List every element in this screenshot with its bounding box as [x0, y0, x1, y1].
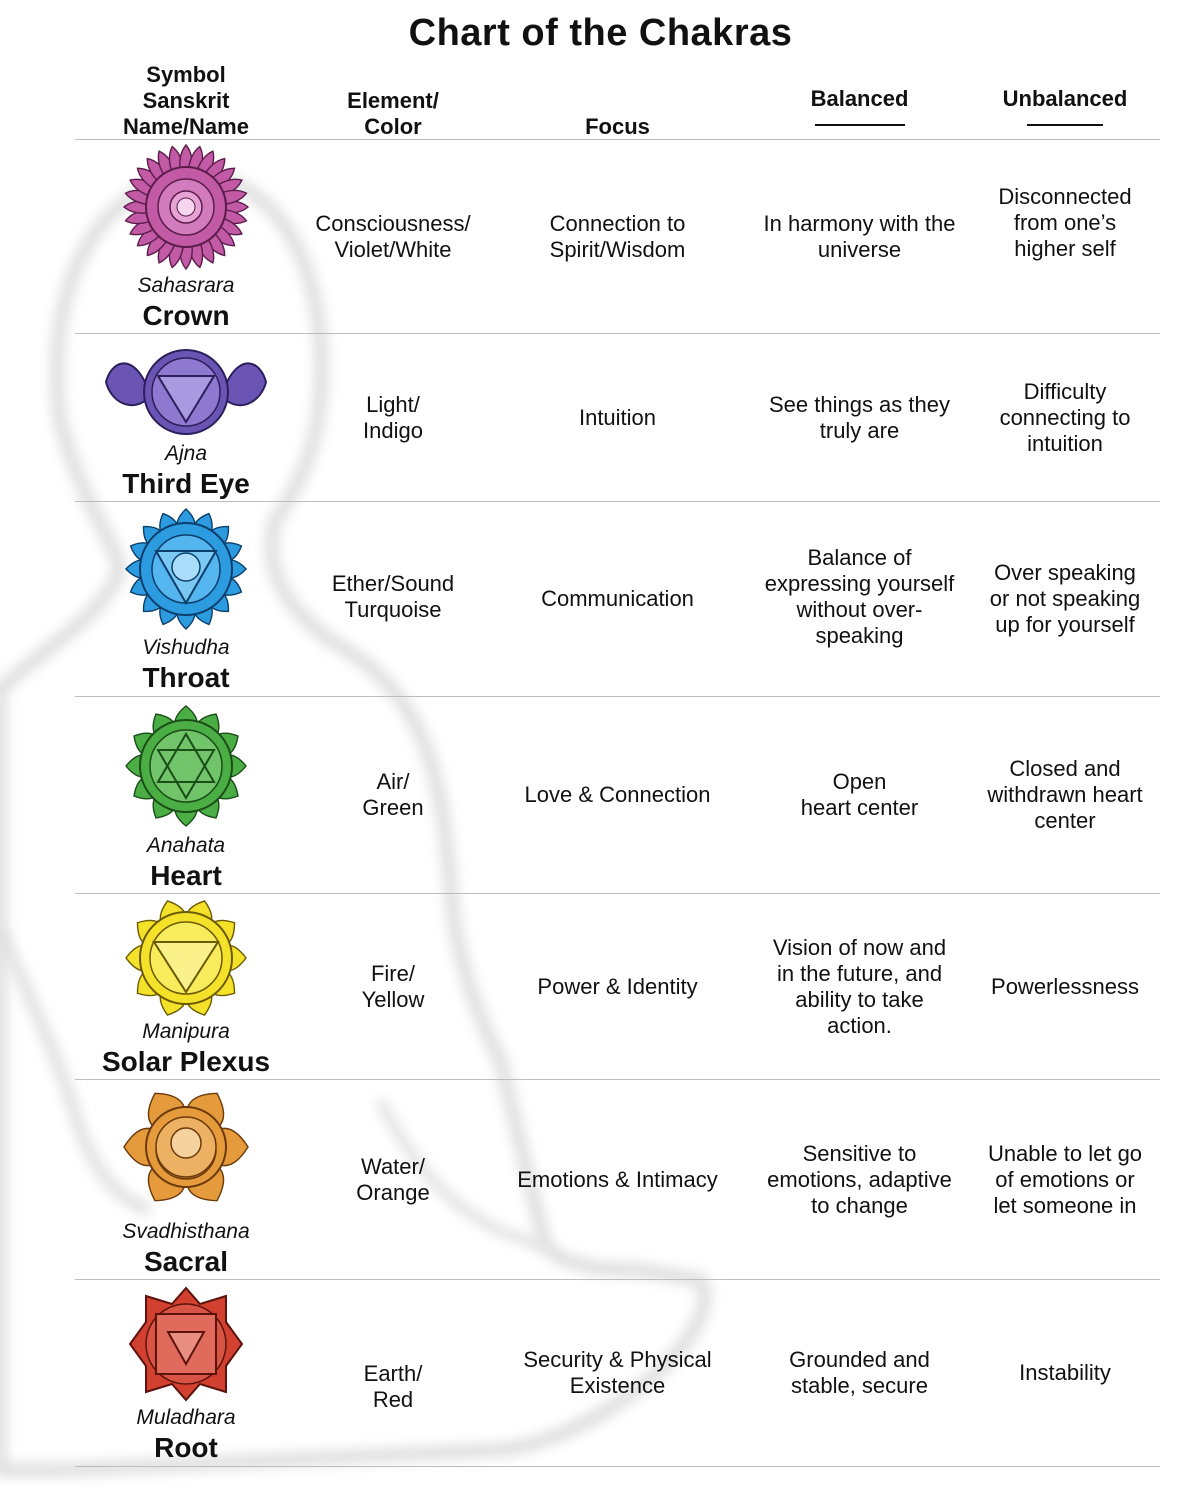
focus-text: Spirit/Wisdom	[549, 236, 686, 262]
focus-text: Security & Physical	[523, 1347, 712, 1372]
element-cell	[300, 140, 486, 333]
unbalanced-cell	[975, 1080, 1155, 1279]
header-balanced-underline	[815, 112, 905, 126]
chakra-row-throat	[75, 502, 1160, 696]
balanced-text: expressing yourself	[764, 571, 955, 596]
header-balanced	[752, 86, 967, 142]
throat-icon	[100, 506, 272, 632]
symbol-cell	[100, 697, 272, 893]
unbalanced-text: let someone in	[993, 1192, 1137, 1218]
header-symbol-line2: Sanskrit	[142, 88, 230, 113]
unbalanced-cell	[975, 697, 1155, 893]
symbol-cell	[100, 502, 272, 696]
balanced-text: universe	[817, 236, 902, 262]
balanced-cell	[752, 500, 967, 694]
balanced-cell	[752, 140, 967, 333]
element-cell	[300, 334, 486, 501]
header-element-line1: Element/	[347, 88, 439, 113]
unbalanced-cell	[975, 894, 1155, 1079]
unbalanced-text: higher self	[1014, 235, 1116, 261]
focus-text: Emotions & Intimacy	[517, 1166, 718, 1192]
unbalanced-text: connecting to	[999, 404, 1131, 430]
unbalanced-text: Instability	[1019, 1360, 1111, 1385]
unbalanced-cell	[975, 126, 1155, 319]
unbalanced-text: Closed and	[1009, 756, 1121, 781]
sanskrit-name: Manipura	[142, 1020, 230, 1043]
solar-plexus-icon	[100, 896, 272, 1020]
focus-cell	[510, 1280, 725, 1466]
element-text: Green	[362, 795, 424, 820]
sanskrit-name: Anahata	[146, 834, 226, 857]
unbalanced-text: withdrawn heart	[987, 782, 1143, 807]
balanced-text: speaking	[815, 623, 904, 648]
unbalanced-text: Powerlessness	[991, 973, 1139, 999]
unbalanced-text: up for yourself	[995, 612, 1135, 637]
balanced-text: stable, secure	[791, 1373, 928, 1398]
balanced-text: heart center	[800, 795, 919, 820]
element-text: Water/	[361, 1153, 425, 1179]
english-name: Solar Plexus	[101, 1046, 271, 1077]
unbalanced-text: Disconnected	[998, 183, 1132, 209]
balanced-cell	[752, 334, 967, 501]
balanced-cell	[752, 894, 967, 1079]
element-text: Turquoise	[344, 597, 442, 622]
unbalanced-text: Difficulty	[1023, 378, 1107, 404]
unbalanced-text: Over speaking	[994, 560, 1136, 585]
element-cell	[300, 697, 486, 893]
divider	[75, 1466, 1160, 1467]
header-unbalanced-underline	[1027, 112, 1103, 126]
english-name: Sacral	[143, 1246, 229, 1277]
unbalanced-text: from one’s	[1013, 209, 1117, 235]
balanced-cell	[752, 1280, 967, 1466]
symbol-cell	[100, 894, 272, 1079]
element-cell	[300, 500, 486, 694]
header-symbol-line1: Symbol	[146, 62, 226, 87]
balanced-text: Vision of now and	[772, 934, 947, 960]
english-name: Heart	[150, 860, 222, 891]
element-cell	[300, 1080, 486, 1279]
header-unbalanced-label: Unbalanced	[1002, 86, 1128, 111]
chakra-row-root	[75, 1280, 1160, 1466]
unbalanced-cell	[975, 1280, 1155, 1466]
chakra-row-sacral	[75, 1080, 1160, 1279]
symbol-cell	[100, 1080, 272, 1279]
balanced-text: in the future, and	[776, 960, 943, 986]
balanced-text: ability to take	[795, 986, 924, 1012]
unbalanced-text: Unable to let go	[987, 1140, 1143, 1166]
chakra-row-heart	[75, 697, 1160, 893]
element-cell	[300, 1294, 486, 1480]
balanced-text: Grounded and	[789, 1347, 930, 1372]
balanced-text: emotions, adaptive	[767, 1166, 952, 1192]
focus-cell	[510, 502, 725, 696]
chakra-row-crown	[75, 140, 1160, 333]
element-text: Light/	[366, 391, 420, 417]
balanced-text: Open	[832, 769, 887, 794]
balanced-text: Balance of	[807, 545, 912, 570]
element-text: Orange	[356, 1179, 430, 1205]
balanced-text: truly are	[819, 417, 900, 443]
header-symbol-line3: Name/Name	[123, 114, 249, 139]
balanced-text: to change	[811, 1192, 908, 1218]
element-text: Fire/	[370, 960, 415, 986]
unbalanced-cell	[975, 502, 1155, 696]
third-eye-icon	[100, 342, 272, 442]
sanskrit-name: Ajna	[164, 442, 208, 465]
heart-icon	[100, 703, 272, 829]
balanced-text: without over-	[796, 597, 923, 622]
focus-cell	[510, 697, 725, 893]
balanced-cell	[752, 697, 967, 893]
focus-cell	[510, 140, 725, 333]
balanced-text: See things as they	[768, 391, 950, 417]
crown-lotus-icon	[100, 142, 272, 272]
focus-cell	[510, 1080, 725, 1279]
chakra-row-solar-plexus	[75, 894, 1160, 1079]
unbalanced-cell	[975, 334, 1155, 501]
english-name: Throat	[142, 662, 230, 693]
english-name: Crown	[142, 300, 230, 331]
balanced-cell	[752, 1080, 967, 1279]
symbol-cell	[100, 1280, 272, 1466]
element-text: Air/	[376, 769, 410, 794]
page-title: Chart of the Chakras	[408, 12, 793, 54]
balanced-text: action.	[827, 1012, 892, 1038]
element-text: Violet/White	[334, 236, 452, 262]
unbalanced-text: center	[1034, 808, 1096, 833]
header-balanced-label: Balanced	[810, 86, 909, 111]
root-icon	[100, 1284, 272, 1404]
chakra-row-third-eye	[75, 334, 1160, 501]
focus-text: Communication	[541, 586, 694, 611]
element-text: Yellow	[361, 986, 425, 1012]
focus-text: Intuition	[578, 404, 657, 430]
element-text: Red	[372, 1387, 414, 1412]
header-element	[300, 60, 486, 140]
element-cell	[300, 894, 486, 1079]
element-text: Indigo	[363, 417, 423, 443]
unbalanced-text: intuition	[1027, 430, 1103, 456]
sanskrit-name: Svadhisthana	[122, 1220, 250, 1243]
balanced-text: In harmony with the	[763, 210, 956, 236]
english-name: Root	[154, 1432, 218, 1463]
sanskrit-name: Muladhara	[136, 1406, 236, 1429]
sanskrit-name: Sahasrara	[137, 274, 235, 297]
focus-text: Love & Connection	[524, 782, 711, 807]
focus-text: Connection to	[549, 210, 686, 236]
unbalanced-text: or not speaking	[989, 586, 1141, 611]
header-element-line2: Color	[364, 114, 422, 139]
focus-cell	[510, 894, 725, 1079]
header-symbol	[100, 60, 272, 140]
element-text: Consciousness/	[315, 210, 471, 236]
symbol-cell	[100, 334, 272, 501]
focus-text: Power & Identity	[537, 973, 698, 999]
balanced-text: Sensitive to	[802, 1140, 917, 1166]
focus-text: Existence	[569, 1373, 666, 1398]
element-text: Ether/Sound	[331, 571, 455, 596]
english-name: Third Eye	[122, 468, 250, 499]
element-text: Earth/	[363, 1361, 423, 1386]
sanskrit-name: Vishudha	[142, 636, 230, 659]
sacral-icon	[100, 1084, 272, 1210]
unbalanced-text: of emotions or	[995, 1166, 1135, 1192]
symbol-cell	[100, 140, 272, 333]
header-focus-label: Focus	[585, 114, 650, 139]
focus-cell	[510, 334, 725, 501]
header-focus	[510, 60, 725, 140]
